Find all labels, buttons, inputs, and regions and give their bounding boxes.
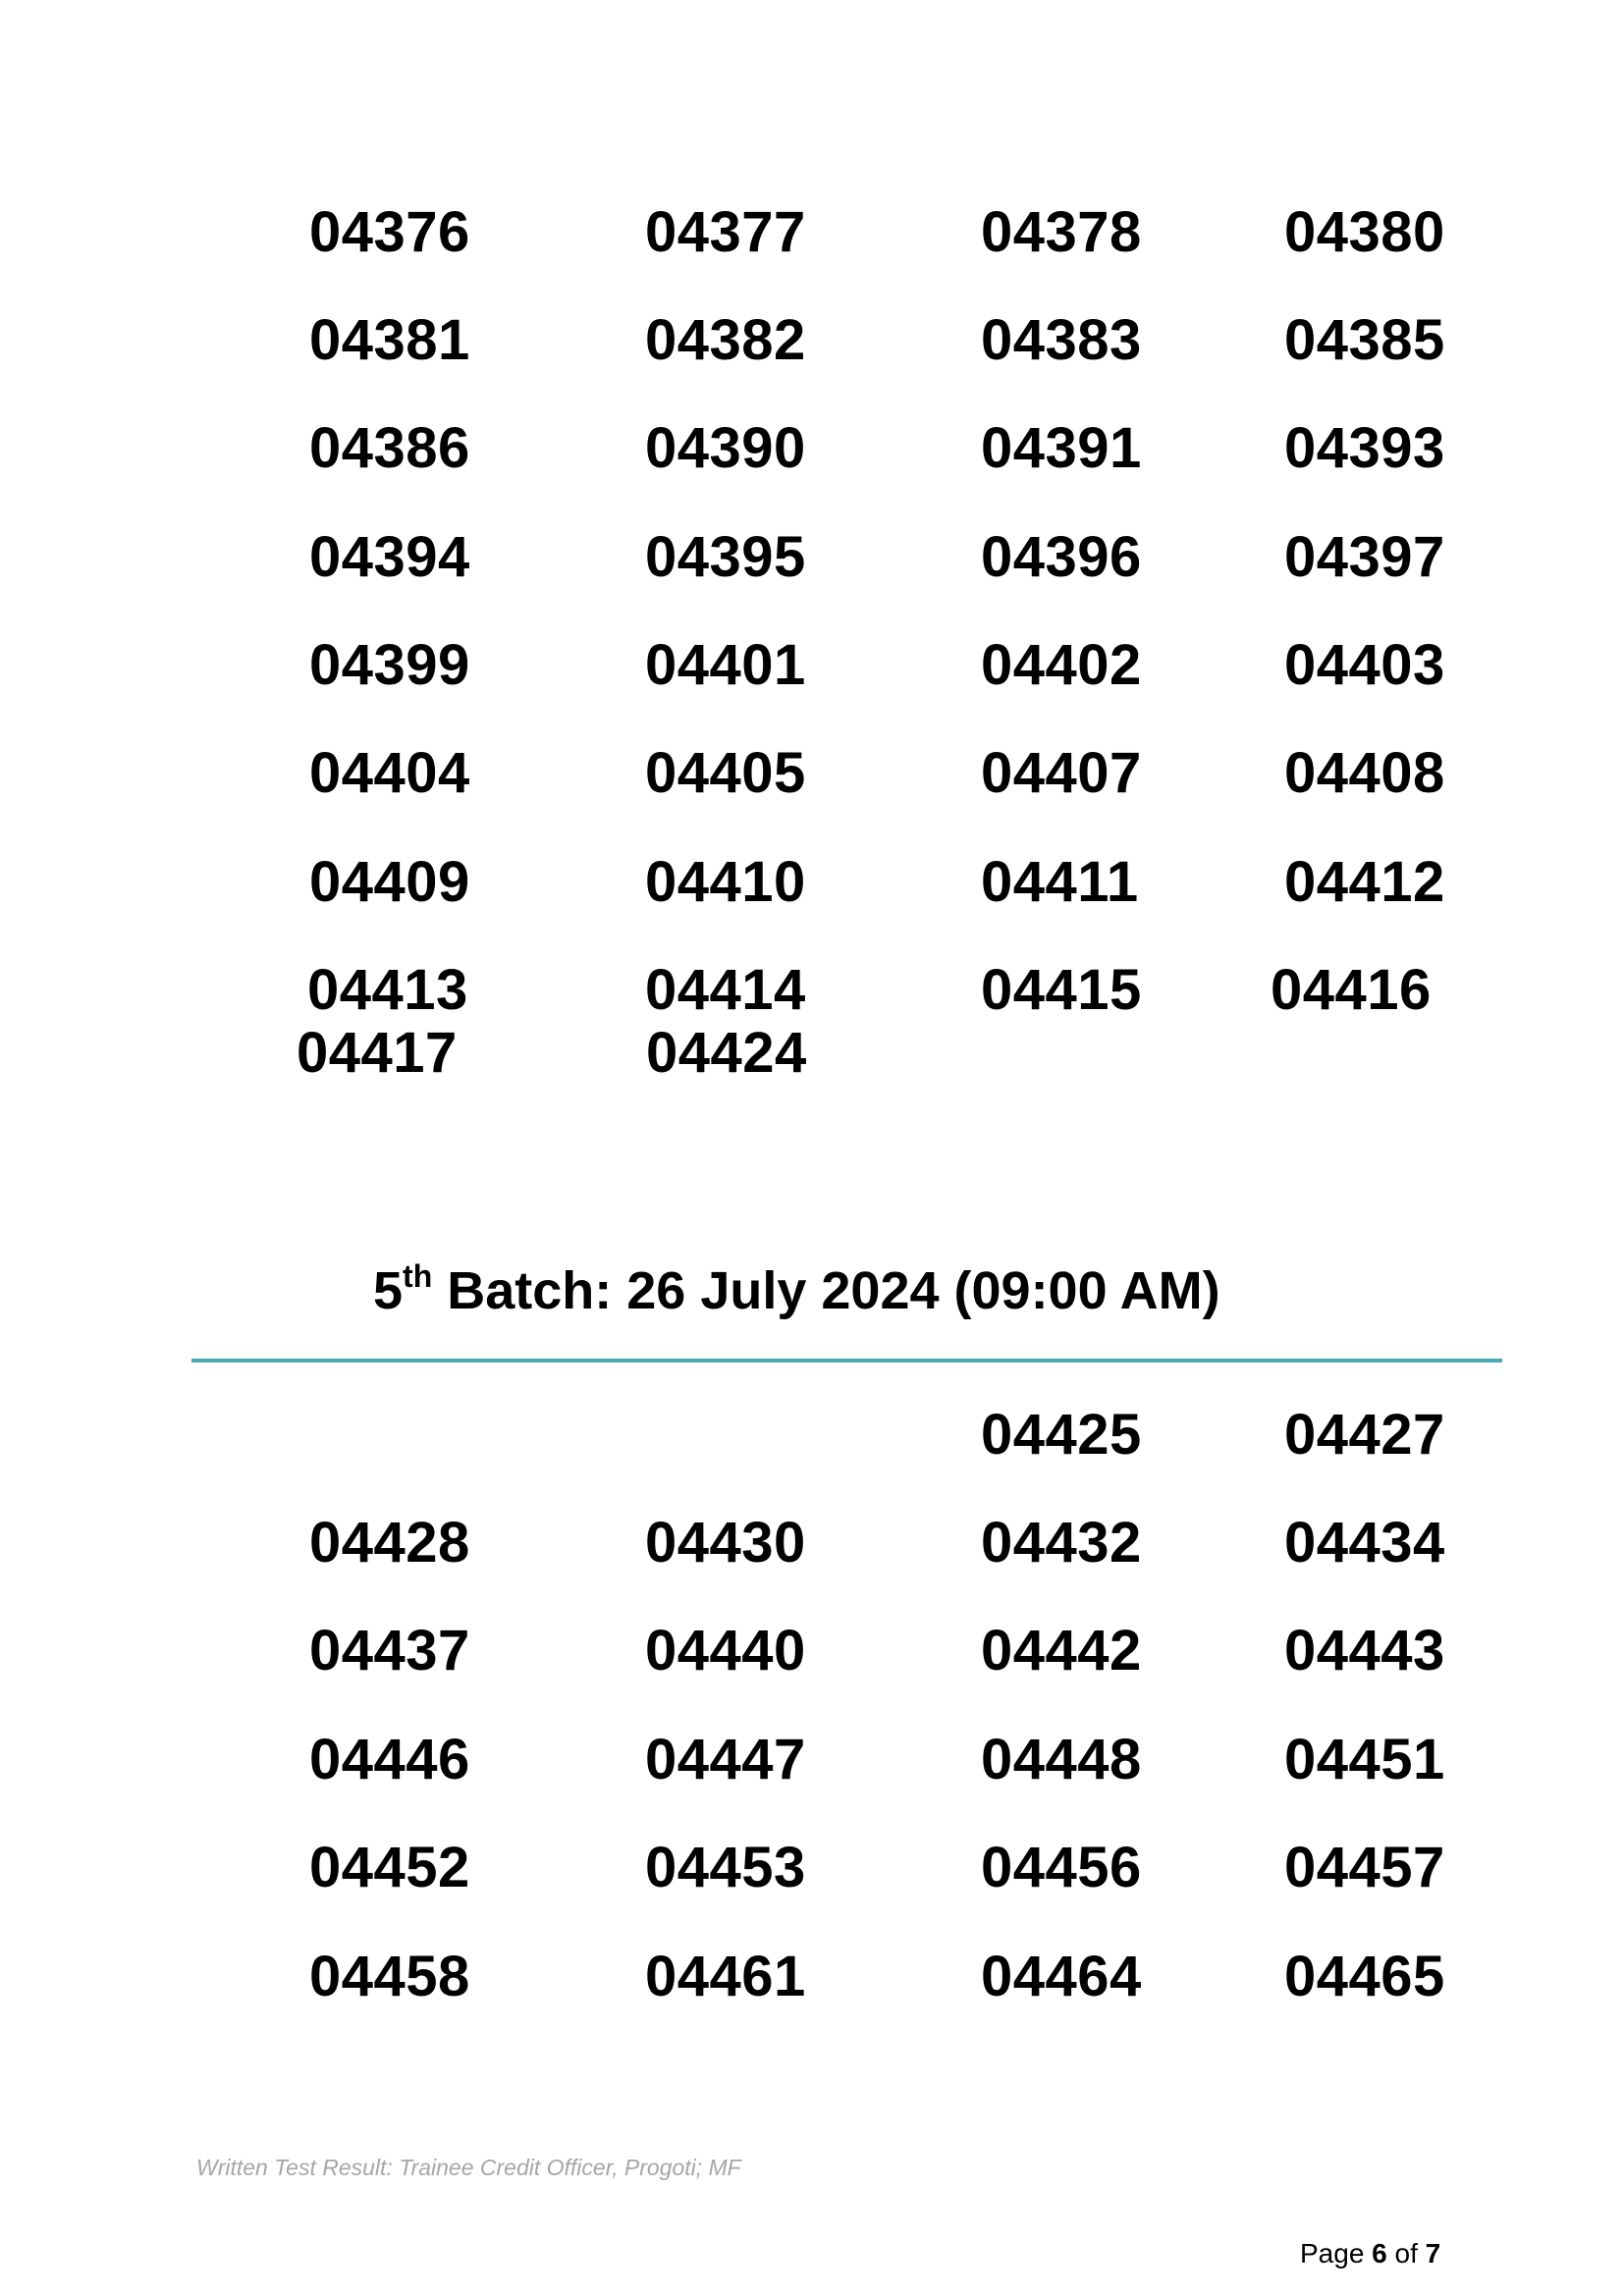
roll-number: 04415: [981, 958, 1142, 1022]
roll-number: 04402: [981, 633, 1142, 697]
roll-number: 04447: [645, 1728, 806, 1791]
roll-number: 04386: [309, 416, 470, 480]
roll-number: 04394: [309, 525, 470, 589]
heading-divider: [191, 1359, 1502, 1362]
roll-number: 04434: [1284, 1511, 1445, 1575]
roll-number: 04414: [645, 958, 806, 1022]
roll-number: 04456: [981, 1836, 1142, 1899]
roll-number: 04403: [1284, 633, 1445, 697]
roll-number: 04412: [1284, 850, 1445, 914]
footer-caption: Written Test Result: Trainee Credit Officer, Progoti; MF: [196, 2155, 741, 2180]
roll-number: 04457: [1284, 1836, 1445, 1899]
page-total: 7: [1425, 2238, 1441, 2269]
batch-heading: [373, 1258, 1220, 1320]
roll-number: 04409: [309, 850, 470, 914]
roll-number: 04396: [981, 525, 1142, 589]
roll-number: 04440: [645, 1619, 806, 1682]
roll-number: 04458: [309, 1945, 470, 2008]
roll-number: 04416: [1271, 958, 1432, 1022]
roll-number: 04437: [309, 1619, 470, 1682]
roll-number: 04452: [309, 1836, 470, 1899]
roll-number: 04424: [646, 1021, 807, 1085]
roll-number: 04446: [309, 1728, 470, 1791]
roll-number: 04390: [645, 416, 806, 480]
roll-number: 04448: [981, 1728, 1142, 1791]
roll-number: 04410: [645, 850, 806, 914]
roll-number: 04391: [981, 416, 1142, 480]
roll-number: 04408: [1284, 741, 1445, 805]
roll-number: 04465: [1284, 1945, 1445, 2008]
roll-number: 04401: [645, 633, 806, 697]
roll-number: 04428: [309, 1511, 470, 1575]
roll-number: 04397: [1284, 525, 1445, 589]
roll-number: 04443: [1284, 1619, 1445, 1682]
page-number: [1300, 2238, 1440, 2269]
batch-ordinal: 5: [373, 1261, 404, 1320]
roll-number: 04405: [645, 741, 806, 805]
roll-number: 04411: [981, 850, 1139, 914]
roll-number: 04404: [309, 741, 470, 805]
roll-number: 04427: [1284, 1403, 1445, 1467]
roll-number: 04464: [981, 1945, 1142, 2008]
roll-number: 04385: [1284, 308, 1445, 372]
page-middle: of: [1386, 2238, 1426, 2269]
roll-number: 04378: [981, 200, 1142, 264]
roll-number: 04413: [307, 958, 468, 1022]
roll-number: 04376: [309, 200, 470, 264]
roll-number: 04380: [1284, 200, 1445, 264]
batch-heading-text: Batch: 26 July 2024 (09:00 AM): [432, 1261, 1220, 1320]
roll-number: 04461: [645, 1945, 806, 2008]
page-prefix: Page: [1300, 2238, 1373, 2269]
roll-number: 04381: [309, 308, 470, 372]
page-current: 6: [1372, 2238, 1387, 2269]
roll-number: 04442: [981, 1619, 1142, 1682]
roll-number: 04417: [297, 1021, 458, 1085]
roll-number: 04451: [1284, 1728, 1445, 1791]
roll-number: 04407: [981, 741, 1142, 805]
roll-number: 04382: [645, 308, 806, 372]
roll-number: 04430: [645, 1511, 806, 1575]
roll-number: 04432: [981, 1511, 1142, 1575]
roll-number: 04377: [645, 200, 806, 264]
roll-number: 04425: [981, 1403, 1142, 1467]
roll-number: 04383: [981, 308, 1142, 372]
roll-number: 04453: [645, 1836, 806, 1899]
batch-ordinal-suffix: th: [403, 1258, 433, 1294]
roll-number: 04393: [1284, 416, 1445, 480]
roll-number: 04399: [309, 633, 470, 697]
roll-number: 04395: [645, 525, 806, 589]
